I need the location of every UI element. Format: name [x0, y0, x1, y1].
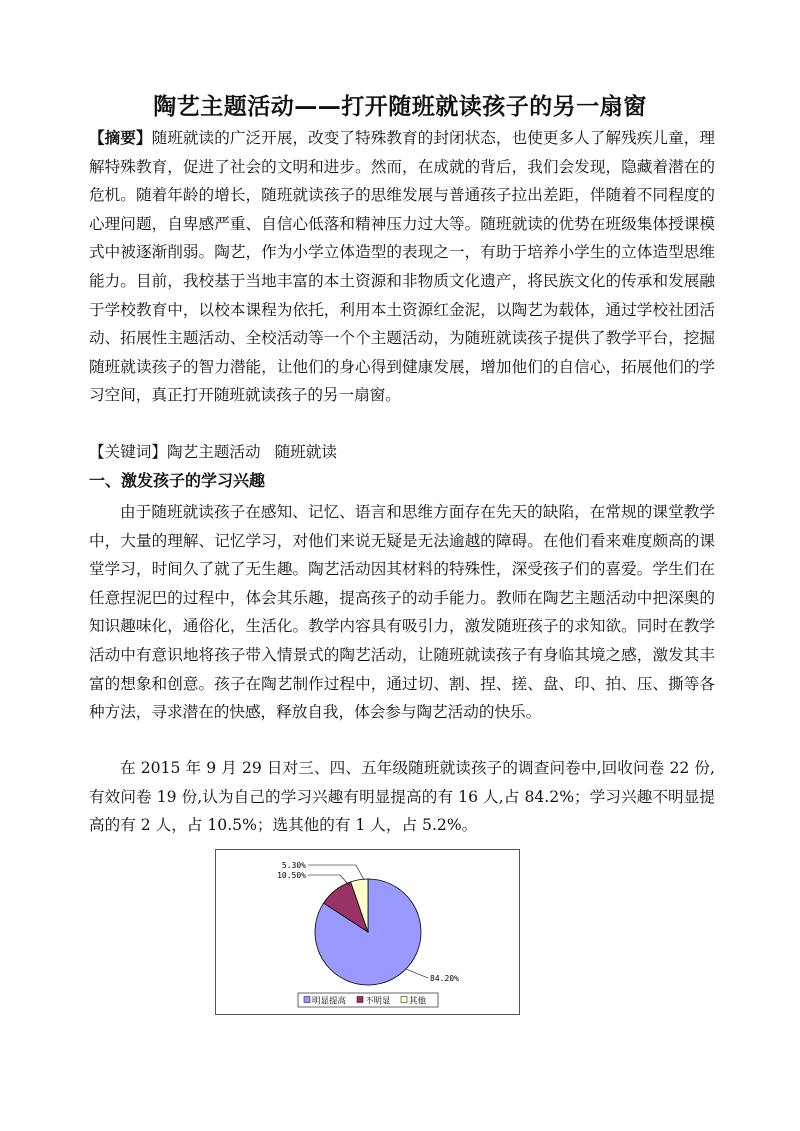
abstract-text: 随班就读的广泛开展，改变了特殊教育的封闭状态，也使更多人了解残疾儿童，理解特殊教育，促进了社会的文明和进步。然而，在成就的背后，我们会发现，隐藏着潜在的危机。随着年龄的增长，随班就读孩子的思维发展与普通孩子拉出差距，伴随着不同程度的心理问题，自卑感严重、自信心低落和精神压力过大等。随班就读的优势在班级集体授课模式中被逐渐削弱。陶艺，作为小学立体造型的表现之一，有助于培养小学生的立体造型思维能力。目前，我校基于当地丰富的本土资源和非物质文化遗产，将民族文化的传承和发展融于学校教育中，以校本课程为依托，利用本土资源红金泥，以陶艺为载体，通过学校社团活动、拓展性主题活动、全校活动等一个个主题活动，为随班就读孩子提供了教学平台，挖掘随班就读孩子的智力潜能，让他们的身心得到健康发展，增加他们的自信心，拓展他们的学习空间，真正打开随班就读孩子的另一扇窗。 — [89, 129, 715, 405]
keywords-line — [89, 438, 715, 467]
pie-chart-svg — [216, 850, 519, 1014]
keyword-2: 随班就读 — [274, 443, 337, 461]
data-label-other: 5.30% — [281, 861, 306, 870]
body-paragraph-2: 在 2015 年 9 月 29 日对三、四、五年级随班就读孩子的调查问卷中,回收问卷 22 份,有效问卷 19 份,认为自己的学习兴趣有明显提高的有 16 人,占 84.2%；学习兴趣不明显提高的有 2 人，占 10.5%；选其他的有 1 人，占 5.2%。 — [89, 759, 715, 835]
abstract-paragraph — [89, 124, 715, 410]
abstract-label: 【摘要】 — [89, 128, 152, 147]
legend-swatch-not-obvious — [357, 997, 363, 1003]
document-title: 陶艺主题活动——打开随班就读孩子的另一扇窗 — [153, 94, 647, 120]
keyword-1: 陶艺主题活动 — [166, 443, 261, 461]
body-paragraph-1: 由于随班就读孩子在感知、记忆、语言和思维方面存在先天的缺陷，在常规的课堂教学中，大量的理解、记忆学习，对他们来说无疑是无法逾越的障碍。在他们看来难度颇高的课堂学习，时间久了就了无生趣。陶艺活动因其材料的特殊性，深受孩子们的喜爱。学生们在任意捏泥巴的过程中，体会其乐趣，提高孩子的动手能力。教师在陶艺主题活动中把深奥的知识趣味化，通俗化，生活化。教学内容具有吸引力，激发随班孩子的求知欲。同时在教学活动中有意识地将孩子带入情景式的陶艺活动，让随班就读孩子有身临其境之感，激发其丰富的想象和创意。孩子在陶艺制作过程中，通过切、割、捏、搓、盘、印、拍、压、撕等各种方法，寻求潜在的快感，释放自我，体会参与陶艺活动的快乐。 — [89, 503, 715, 722]
legend-label-clearly-improved: 明显提高 — [312, 996, 347, 1007]
keywords-label: 【关键词】 — [89, 443, 167, 461]
legend-swatch-other — [401, 997, 407, 1003]
data-label-leader-clearly-improved — [406, 969, 428, 978]
legend-label-other: 其他 — [409, 996, 427, 1007]
legend-label-not-obvious: 不明显 — [365, 996, 391, 1007]
data-label-leader-other — [308, 865, 364, 880]
legend-swatch-clearly-improved — [304, 997, 310, 1003]
data-label-leader-not-obvious — [308, 875, 350, 886]
section-heading: 一、激发孩子的学习兴趣 — [89, 471, 266, 490]
data-label-clearly-improved: 84.20% — [430, 974, 459, 983]
data-label-not-obvious: 10.50% — [277, 871, 306, 880]
pie-chart — [215, 849, 520, 1015]
